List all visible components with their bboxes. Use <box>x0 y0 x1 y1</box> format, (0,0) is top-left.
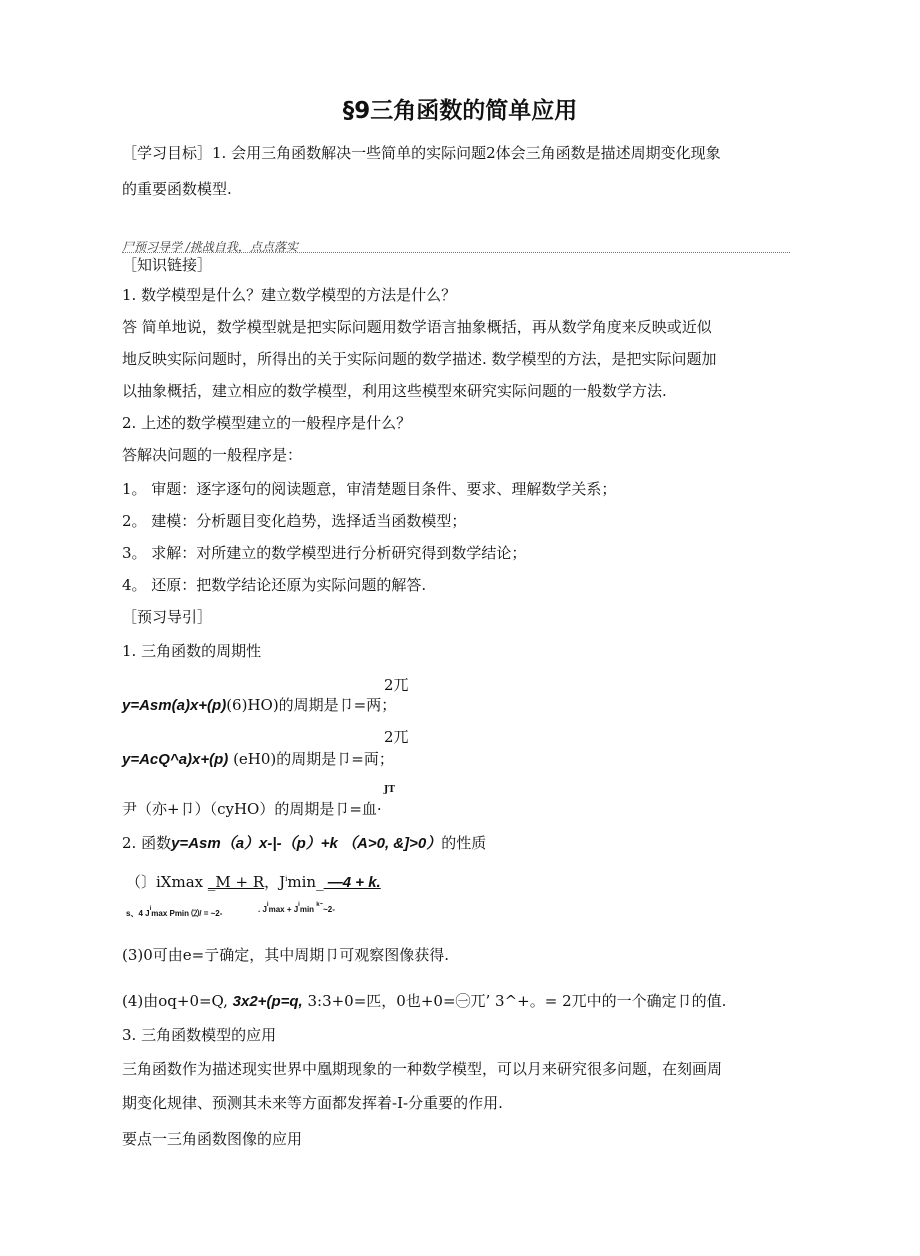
property-3: (3)0可由e=亍确定，其中周期卩可观察图像获得. <box>122 946 450 964</box>
section-3-body-line1: 三角函数作为描述现实世界中凰期现象的一种数学模型，可以月来研究很多问题，在刻画周 <box>122 1060 723 1078</box>
formula-cosine: y=AcQ^a)x+(p) <box>122 751 229 768</box>
section-2-title <box>122 832 486 855</box>
answer-2-intro: 答解决问题的一般程序是： <box>122 446 303 464</box>
prop1-min-expr: —4 + k. <box>323 874 381 891</box>
section-2-formula: y=Asm（a）x-|-（p）+k （A>0, &]>0） <box>171 835 442 852</box>
answer-1-line3: 以抽象概括，建立相应的数学模型，利用这些模型來研究实际问题的一般数学方法. <box>122 382 667 400</box>
formula-cosine-rest: (eH0)的周期是卩=両； <box>233 750 394 768</box>
answer-1-line2: 地反映实际问题时，所得出的关于实际问题的数学描述. 数学模型的方法，是把实际问题加 <box>122 350 717 368</box>
section-2-suffix: 的性质 <box>441 834 487 852</box>
step-4: 4。 还原：把数学结论还原为实际问题的解答. <box>122 576 427 594</box>
property-2-right: . $J^i\max + J^i\min$ $^{k\sim}$~2- <box>258 902 335 914</box>
prop1-max-expr: _M + R <box>207 873 265 891</box>
prop1-sep: ，J <box>264 873 286 891</box>
key-point-heading: 要点一三角函数图像的应用 <box>122 1130 303 1148</box>
prop1-min-label: min_ <box>287 873 324 891</box>
fraction-1-numerator: 2兀 <box>384 676 409 694</box>
fraction-2-numerator: 2兀 <box>384 728 409 746</box>
prop2-left: s、4 J <box>126 909 150 918</box>
property-4 <box>122 990 726 1013</box>
question-2: 2. 上述的数学模型建立的一般程序是什么？ <box>122 414 412 432</box>
step-2: 2。 建模：分析题目变化趋势，选择适当函数模型； <box>122 512 467 530</box>
formula-sine: y=Asm(a)x+(p) <box>122 697 227 714</box>
section-2-prefix: 2. 函数 <box>122 834 172 852</box>
section-3-title: 3. 三角函数模型的应用 <box>122 1026 277 1044</box>
formula-cosine-period <box>122 748 394 771</box>
section-3-body-line2: 期变化规律、预测其未来等方面都发挥着-I-分重要的作用. <box>122 1094 503 1112</box>
prop2-right: . J <box>258 905 267 914</box>
prop2-end: max + J <box>268 905 299 914</box>
step-1: 1。 审题：逐字逐句的阅读题意，审清楚题目条件、要求、理解数学关系； <box>122 480 617 498</box>
question-1: 1. 数学模型是什么？建立数学模型的方法是什么？ <box>122 286 457 304</box>
step-3: 3。 求解：对所建立的数学模型进行分析研究得到数学结论； <box>122 544 527 562</box>
knowledge-link-heading: ［知识链接］ <box>122 256 213 274</box>
property-2: s、4 $J^i\max$ Pmin ⑵/ = ~2- <box>126 906 223 918</box>
prop2-mid: max Pmin ⑵/ = ~2- <box>151 909 223 918</box>
formula-tangent-period: 尹（亦+卩）（cyHO）的周期是卩=血· <box>122 800 382 818</box>
formula-sine-rest: (6)HO)的周期是卩=两； <box>226 696 397 714</box>
learning-goal-line1: ［学习目标］1. 会用三角函数解决一些简单的实际问题2体会三角函数是描述周期变化现象 <box>122 144 721 162</box>
page-title: §9三角函数的简单应用 <box>342 98 578 124</box>
prop2-final: ~2- <box>323 905 335 914</box>
preview-header-text: 尸预习导学 /挑战自我，点点落实 <box>122 240 298 254</box>
prop4-c: 3:3+0=匹，0也+0=㊀兀’ 3^+。= 2兀中的一个确定卩的值. <box>302 992 727 1010</box>
fraction-3-numerator: JT <box>384 785 395 795</box>
preview-guide-heading: ［预习导引］ <box>122 608 213 626</box>
prop1-label: （〕iXmax <box>126 873 208 891</box>
prop4-a: (4)由oq+0=Q, <box>122 992 233 1010</box>
prop4-b: 3x2+(p=q, <box>232 993 303 1010</box>
learning-goal-line2: 的重要函数模型. <box>122 180 232 198</box>
formula-sine-period <box>122 694 396 717</box>
answer-1-line1: 答 简单地说，数学模型就是把实际问题用数学语言抽象概括，再从数学角度来反映或近似 <box>122 318 712 336</box>
prop2-tail: min <box>299 905 317 914</box>
preview-section-header <box>122 236 790 253</box>
section-1-title: 1. 三角函数的周期性 <box>122 642 262 660</box>
property-1: （〕iXmax _M + R，$J^i\min\_$ —4 + k. <box>126 873 381 891</box>
